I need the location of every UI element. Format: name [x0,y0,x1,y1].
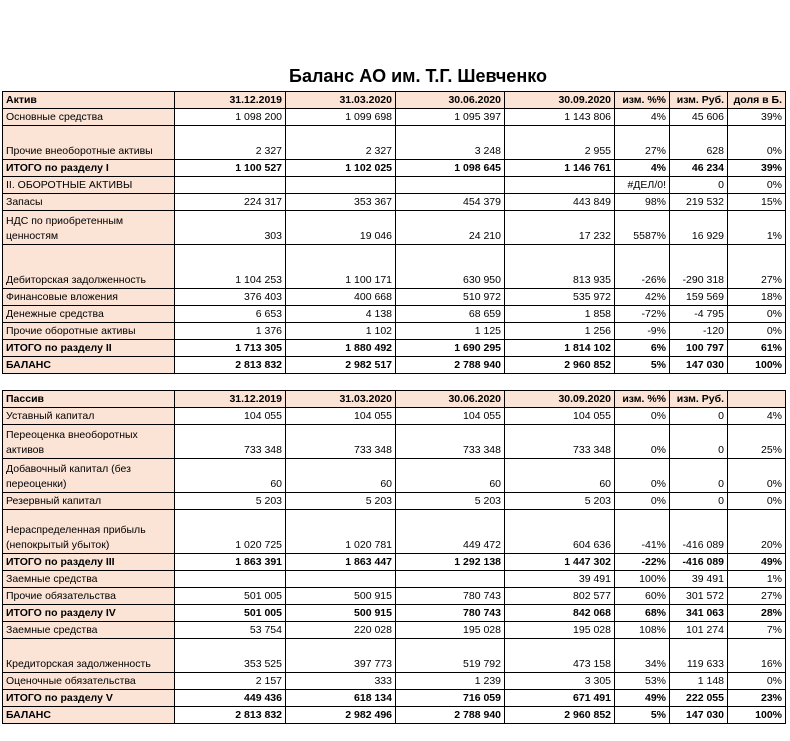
row-label: Добавочный капитал (без переоценки) [3,459,175,493]
table-cell: 60 [505,459,615,493]
table-cell: 0% [728,177,786,194]
table-cell: 1 690 295 [396,340,505,357]
assets-table [2,91,786,374]
table-cell: 98% [615,194,670,211]
row-label: Запасы [3,194,175,211]
table-cell: 1 256 [505,323,615,340]
table-cell: 5587% [615,211,670,245]
table-cell: 6 653 [175,306,286,323]
table-cell: 1 020 725 [175,510,286,554]
table-cell: 104 055 [505,408,615,425]
table-cell: 195 028 [396,622,505,639]
table-cell: 224 317 [175,194,286,211]
table-row [3,571,786,588]
table-cell: 220 028 [286,622,396,639]
row-label: Резервный капитал [3,493,175,510]
table-cell: 733 348 [286,425,396,459]
table-cell: 500 915 [286,588,396,605]
table-cell: 2 813 832 [175,707,286,724]
table-cell: 1 814 102 [505,340,615,357]
table-cell: 1 447 302 [505,554,615,571]
table-cell: 3 248 [396,126,505,160]
table-cell: 16% [728,639,786,673]
table-cell: -41% [615,510,670,554]
table-cell: -416 089 [670,554,728,571]
table-cell: -72% [615,306,670,323]
table-cell: -22% [615,554,670,571]
row-label: Финансовые вложения [3,289,175,306]
table-cell: 1 376 [175,323,286,340]
table-cell: 68% [615,605,670,622]
table-cell: 510 972 [396,289,505,306]
table-cell: 119 633 [670,639,728,673]
table-cell: -26% [615,245,670,289]
liabilities-header-cell: 31.03.2020 [286,391,396,408]
table-cell: 1% [728,211,786,245]
assets-header-cell: изм. Руб. [670,92,728,109]
table-cell: 0% [615,459,670,493]
table-cell: 2 960 852 [505,707,615,724]
row-label: Заемные средства [3,571,175,588]
table-cell: 1 099 698 [286,109,396,126]
table-cell: 49% [615,690,670,707]
table-cell: 1 863 391 [175,554,286,571]
table-cell: 39 491 [505,571,615,588]
table-cell: 53% [615,673,670,690]
table-row [3,160,786,177]
table-cell: 1 148 [670,673,728,690]
table-cell: #ДЕЛ/0! [615,177,670,194]
table-cell: 0% [615,425,670,459]
row-label: БАЛАНС [3,707,175,724]
table-cell: 1 146 761 [505,160,615,177]
table-row [3,194,786,211]
table-cell: 400 668 [286,289,396,306]
table-cell: -290 318 [670,245,728,289]
table-cell: 1 880 492 [286,340,396,357]
table-cell: 1 143 806 [505,109,615,126]
row-label: БАЛАНС [3,357,175,374]
table-cell: 0 [670,177,728,194]
table-cell: 802 577 [505,588,615,605]
table-cell: 618 134 [286,690,396,707]
row-label: ИТОГО по разделу IV [3,605,175,622]
table-cell: 16 929 [670,211,728,245]
table-cell: 1 239 [396,673,505,690]
table-cell: 46 234 [670,160,728,177]
liabilities-header-cell: Пассив [3,391,175,408]
row-label: Основные средства [3,109,175,126]
table-cell: 39% [728,109,786,126]
row-label: ИТОГО по разделу III [3,554,175,571]
table-cell: 2 813 832 [175,357,286,374]
table-cell: 813 935 [505,245,615,289]
table-cell: 0% [728,459,786,493]
table-cell: 1 858 [505,306,615,323]
table-cell: 104 055 [396,408,505,425]
table-cell [396,571,505,588]
table-cell: 473 158 [505,639,615,673]
table-row [3,245,786,289]
table-cell: 1 713 305 [175,340,286,357]
table-cell: 501 005 [175,605,286,622]
table-row [3,622,786,639]
table-cell: 449 472 [396,510,505,554]
table-cell: 733 348 [175,425,286,459]
table-cell: 42% [615,289,670,306]
table-cell: 0% [615,493,670,510]
table-cell: 15% [728,194,786,211]
table-cell: 60 [175,459,286,493]
table-cell: 1 098 645 [396,160,505,177]
table-cell: 6% [615,340,670,357]
table-cell: 20% [728,510,786,554]
table-cell: 60 [396,459,505,493]
table-cell: 53 754 [175,622,286,639]
table-cell: 3 305 [505,673,615,690]
table-cell: 2 982 496 [286,707,396,724]
table-cell: 4% [615,109,670,126]
row-label: II. ОБОРОТНЫЕ АКТИВЫ [3,177,175,194]
table-cell: 25% [728,425,786,459]
table-cell: 500 915 [286,605,396,622]
assets-header-row [3,92,786,109]
table-cell: 630 950 [396,245,505,289]
table-cell: 28% [728,605,786,622]
table-cell: 780 743 [396,588,505,605]
table-cell: 2 955 [505,126,615,160]
table-row [3,673,786,690]
table-cell: 0% [728,126,786,160]
liabilities-header-row [3,391,786,408]
table-cell: 108% [615,622,670,639]
table-cell: 2 788 940 [396,357,505,374]
table-cell: 0 [670,459,728,493]
table-row [3,707,786,724]
assets-header-cell: 31.12.2019 [175,92,286,109]
assets-header-cell: Актив [3,92,175,109]
table-cell: 341 063 [670,605,728,622]
table-cell: 60 [286,459,396,493]
table-cell: 353 525 [175,639,286,673]
table-cell: 5 203 [396,493,505,510]
table-row [3,109,786,126]
table-cell [286,571,396,588]
table-row [3,605,786,622]
liabilities-table [2,390,786,724]
liabilities-header-cell [728,391,786,408]
table-cell: 454 379 [396,194,505,211]
table-cell: 4 138 [286,306,396,323]
page-title: Баланс АО им. Т.Г. Шевченко [289,66,547,86]
table-cell: 716 059 [396,690,505,707]
table-cell: 27% [615,126,670,160]
table-cell: 195 028 [505,622,615,639]
assets-header-cell: доля в Б. [728,92,786,109]
table-cell: 353 367 [286,194,396,211]
table-cell: 604 636 [505,510,615,554]
table-cell: -9% [615,323,670,340]
row-label: Заемные средства [3,622,175,639]
row-label: ИТОГО по разделу I [3,160,175,177]
row-label: ИТОГО по разделу II [3,340,175,357]
table-cell [175,177,286,194]
table-cell: 628 [670,126,728,160]
table-cell: 0% [615,408,670,425]
table-cell: 0% [728,306,786,323]
table-cell: 1 104 253 [175,245,286,289]
table-row [3,493,786,510]
table-cell: 5 203 [175,493,286,510]
row-label: ИТОГО по разделу V [3,690,175,707]
table-cell: 219 532 [670,194,728,211]
table-row [3,554,786,571]
table-cell: 27% [728,245,786,289]
table-cell [505,177,615,194]
table-cell: 19 046 [286,211,396,245]
table-cell: 24 210 [396,211,505,245]
table-cell: 104 055 [175,408,286,425]
table-cell: 100% [728,357,786,374]
table-cell: 2 327 [286,126,396,160]
table-cell: 17 232 [505,211,615,245]
table-cell: 45 606 [670,109,728,126]
table-cell: 18% [728,289,786,306]
table-cell: 1 863 447 [286,554,396,571]
table-cell: 2 788 940 [396,707,505,724]
table-cell: 0% [728,673,786,690]
table-cell: 2 157 [175,673,286,690]
table-cell: 0% [728,493,786,510]
assets-header-cell: 31.03.2020 [286,92,396,109]
table-cell: 101 274 [670,622,728,639]
table-cell: 100% [615,571,670,588]
table-cell: 535 972 [505,289,615,306]
liabilities-header-cell: 30.09.2020 [505,391,615,408]
table-cell: 0 [670,493,728,510]
table-cell: 147 030 [670,357,728,374]
table-cell: 5% [615,357,670,374]
table-cell: -120 [670,323,728,340]
table-cell: 301 572 [670,588,728,605]
table-cell: 1 125 [396,323,505,340]
table-cell: 780 743 [396,605,505,622]
table-cell: 1 102 025 [286,160,396,177]
table-cell: 733 348 [396,425,505,459]
table-cell: 1 095 397 [396,109,505,126]
row-label: Переоценка внеоборотных активов [3,425,175,459]
table-cell: 5 203 [286,493,396,510]
table-cell: 501 005 [175,588,286,605]
table-row [3,690,786,707]
table-cell: 49% [728,554,786,571]
table-cell: 449 436 [175,690,286,707]
table-cell: 376 403 [175,289,286,306]
table-row [3,177,786,194]
table-cell: 23% [728,690,786,707]
table-row [3,510,786,554]
table-cell: 519 792 [396,639,505,673]
table-row [3,126,786,160]
table-cell: 147 030 [670,707,728,724]
table-cell: -4 795 [670,306,728,323]
row-label: Нераспределенная прибыль (непокрытый убыток) [3,510,175,554]
table-cell: 303 [175,211,286,245]
table-cell: 4% [728,408,786,425]
table-cell: 68 659 [396,306,505,323]
table-cell: 5 203 [505,493,615,510]
table-cell: 671 491 [505,690,615,707]
table-cell: 333 [286,673,396,690]
table-row [3,289,786,306]
table-cell: 100 797 [670,340,728,357]
table-row [3,425,786,459]
table-cell: 397 773 [286,639,396,673]
table-cell: 100% [728,707,786,724]
row-label: Кредиторская задолженность [3,639,175,673]
assets-header-cell: изм. %% [615,92,670,109]
liabilities-header-cell: 31.12.2019 [175,391,286,408]
table-cell: 159 569 [670,289,728,306]
table-cell: 1 100 171 [286,245,396,289]
liabilities-header-cell: изм. %% [615,391,670,408]
table-cell: 34% [615,639,670,673]
table-cell: 2 982 517 [286,357,396,374]
table-cell [286,177,396,194]
table-cell: 1% [728,571,786,588]
table-cell: 733 348 [505,425,615,459]
table-cell [396,177,505,194]
table-cell: 1 098 200 [175,109,286,126]
table-row [3,588,786,605]
table-cell: 222 055 [670,690,728,707]
assets-header-cell: 30.09.2020 [505,92,615,109]
table-cell: 7% [728,622,786,639]
table-cell: 0% [728,323,786,340]
table-row [3,323,786,340]
table-cell: -416 089 [670,510,728,554]
liabilities-header-cell: 30.06.2020 [396,391,505,408]
row-label: Прочие внеоборотные активы [3,126,175,160]
table-cell: 5% [615,707,670,724]
table-cell: 4% [615,160,670,177]
row-label: Уставный капитал [3,408,175,425]
table-row [3,211,786,245]
table-cell: 2 327 [175,126,286,160]
table-cell: 0 [670,425,728,459]
table-cell: 0 [670,408,728,425]
table-row [3,639,786,673]
table-cell: 1 292 138 [396,554,505,571]
table-row [3,357,786,374]
row-label: НДС по приобретенным ценностям [3,211,175,245]
table-row [3,340,786,357]
row-label: Дебиторская задолженность [3,245,175,289]
row-label: Прочие оборотные активы [3,323,175,340]
table-row [3,306,786,323]
table-cell: 61% [728,340,786,357]
row-label: Денежные средства [3,306,175,323]
table-cell: 2 960 852 [505,357,615,374]
table-cell: 60% [615,588,670,605]
assets-header-cell: 30.06.2020 [396,92,505,109]
table-cell: 39% [728,160,786,177]
table-cell: 39 491 [670,571,728,588]
table-cell [175,571,286,588]
table-cell: 842 068 [505,605,615,622]
liabilities-header-cell: изм. Руб. [670,391,728,408]
table-cell: 1 102 [286,323,396,340]
table-cell: 443 849 [505,194,615,211]
row-label: Прочие обязательства [3,588,175,605]
table-cell: 104 055 [286,408,396,425]
table-cell: 27% [728,588,786,605]
table-cell: 1 020 781 [286,510,396,554]
table-row [3,408,786,425]
row-label: Оценочные обязательства [3,673,175,690]
table-row [3,459,786,493]
table-cell: 1 100 527 [175,160,286,177]
